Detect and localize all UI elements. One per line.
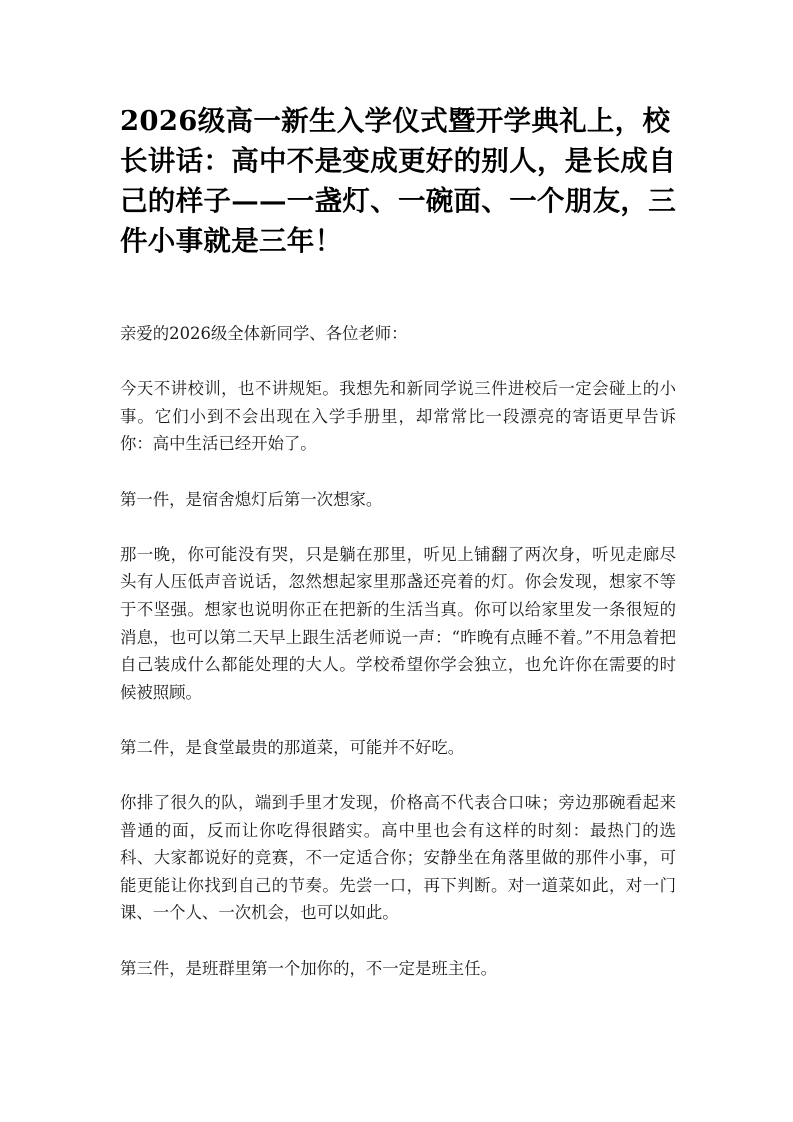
intro-paragraph: 今天不讲校训，也不讲规矩。我想先和新同学说三件进校后一定会碰上的小事。它们小到不会出现在入学手册里，却常常比一段漂亮的寄语更早告诉你：高中生活已经开始了。 [120, 379, 676, 454]
first-point-heading: 第一件，是宿舍熄灯后第一次想家。 [120, 489, 383, 509]
salutation-paragraph: 亲爱的2026级全体新同学、各位老师： [120, 324, 408, 343]
second-point-paragraph: 你排了很久的队，端到手里才发现，价格高不代表合口味；旁边那碗看起来普通的面，反而让你吃得很踏实。高中里也会有这样的时刻：最热门的选科、大家都说好的竞赛，不一定适合你；安静坐在角落里做的那件小事，可能更能让你找到自己的节奏。先尝一口，再下判断。对一道菜如此，对一门课、一个人、一次机会，也可以如此。 [120, 793, 676, 923]
first-point-paragraph: 那一晚，你可能没有哭，只是躺在那里，听见上铺翻了两次身，听见走廊尽头有人压低声音说话，忽然想起家里那盏还亮着的灯。你会发现，想家不等于不坚强。想家也说明你正在把新的生活当真。你可以给家里发一条很短的消息，也可以第二天早上跟生活老师说一声：“昨晚有点睡不着。”不用急着把自己装成什么都能处理的大人。学校希望你学会独立，也允许你在需要的时候被照顾。 [120, 544, 676, 702]
third-point-heading: 第三件，是班群里第一个加你的，不一定是班主任。 [120, 958, 497, 978]
document-body [120, 320, 676, 1010]
document-title: 2026级高一新生入学仪式暨开学典礼上，校长讲话：高中不是变成更好的别人，是长成自己的样子——一盏灯、一碗面、一个朋友，三件小事就是三年！ [120, 105, 676, 257]
second-point-heading: 第二件，是食堂最贵的那道菜，可能并不好吃。 [120, 737, 465, 757]
